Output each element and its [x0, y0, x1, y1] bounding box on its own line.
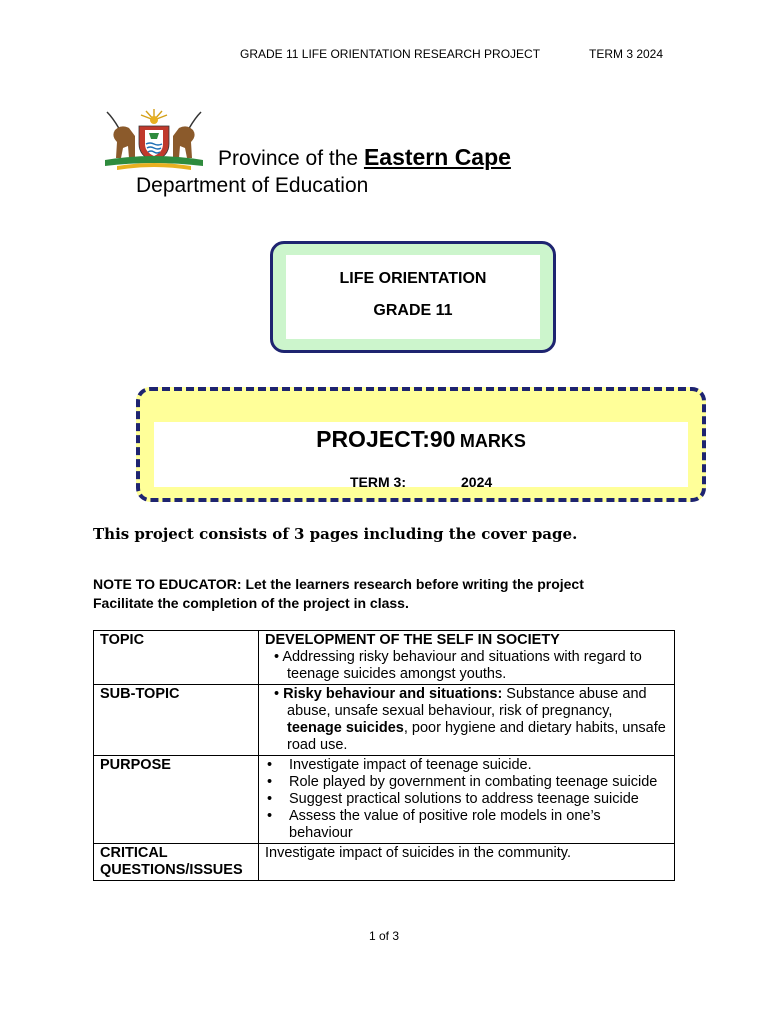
project-title — [154, 426, 688, 453]
purpose-label: PURPOSE — [94, 756, 259, 844]
critical-text: Investigate impact of suicides in the community. — [259, 844, 675, 881]
pages-statement: This project consists of 3 pages including the cover page. — [93, 525, 578, 543]
list-item: • Suggest practical solutions to address teenage suicide — [265, 791, 668, 808]
topic-label: TOPIC — [94, 631, 259, 685]
table-row — [94, 631, 675, 685]
critical-label — [94, 844, 259, 881]
subtopic-text-1: Substance abuse and abuse, unsafe sexual behaviour, risk of pregnancy, — [287, 686, 647, 719]
project-box — [136, 387, 706, 502]
project-title-main: PROJECT:90 — [316, 426, 456, 452]
project-box-inner — [154, 422, 688, 490]
province-title — [218, 144, 511, 171]
table-row — [94, 756, 675, 844]
purpose-list — [265, 757, 668, 842]
list-item: • Assess the value of positive role models in one’s behaviour — [265, 808, 668, 842]
province-name: Eastern Cape — [363, 144, 511, 170]
list-item: • Investigate impact of teenage suicide. — [265, 757, 668, 774]
project-details-table — [93, 630, 675, 881]
coat-of-arms-icon — [101, 106, 207, 172]
subtopic-bold-2: teenage suicides — [287, 720, 404, 736]
subject-box-inner — [286, 255, 540, 339]
educator-note-line-1: NOTE TO EDUCATOR: Let the learners research before writing the project — [93, 576, 584, 592]
project-term-label: TERM 3: — [350, 474, 406, 490]
topic-bullet: • Addressing risky behaviour and situations with regard to teenage suicides amongst youths. — [274, 649, 642, 682]
subtopic-bullet: • Risky behaviour and situations: Substance abuse and abuse, unsafe sexual behaviour, risk of pregnancy, teenage suicides, poor hygiene and dietary habits, unsafe road use. — [274, 686, 666, 753]
subtopic-label: SUB-TOPIC — [94, 685, 259, 756]
topic-heading: DEVELOPMENT OF THE SELF IN SOCIETY — [265, 632, 560, 648]
page-header-term: TERM 3 2024 — [589, 47, 664, 61]
province-prefix: Province of the — [218, 147, 359, 170]
table-row — [94, 685, 675, 756]
department-title: Department of Education — [136, 174, 369, 197]
subtopic-cell — [259, 685, 675, 756]
purpose-cell — [259, 756, 675, 844]
page-header-title: GRADE 11 LIFE ORIENTATION RESEARCH PROJECT — [240, 47, 541, 61]
subtopic-bold: Risky behaviour and situations: — [283, 686, 503, 702]
critical-label-line-2: QUESTIONS/ISSUES — [100, 862, 243, 878]
subject-box — [270, 241, 556, 353]
educator-note-line-2: Facilitate the completion of the project in class. — [93, 595, 409, 611]
project-year: 2024 — [461, 474, 493, 490]
subtopic-text-2: , poor hygiene and dietary habits, unsafe road use. — [287, 720, 666, 753]
topic-bullet-text: Addressing risky behaviour and situations with regard to teenage suicides amongst youths. — [282, 649, 642, 682]
subject-grade: GRADE 11 — [373, 302, 453, 319]
page-number: 1 of 3 — [368, 929, 400, 943]
subject-title: LIFE ORIENTATION — [339, 270, 487, 287]
project-title-marks: MARKS — [459, 431, 526, 451]
critical-label-line-1: CRITICAL — [100, 845, 168, 861]
topic-cell — [259, 631, 675, 685]
table-row — [94, 844, 675, 881]
list-item: • Role played by government in combating teenage suicide — [265, 774, 668, 791]
